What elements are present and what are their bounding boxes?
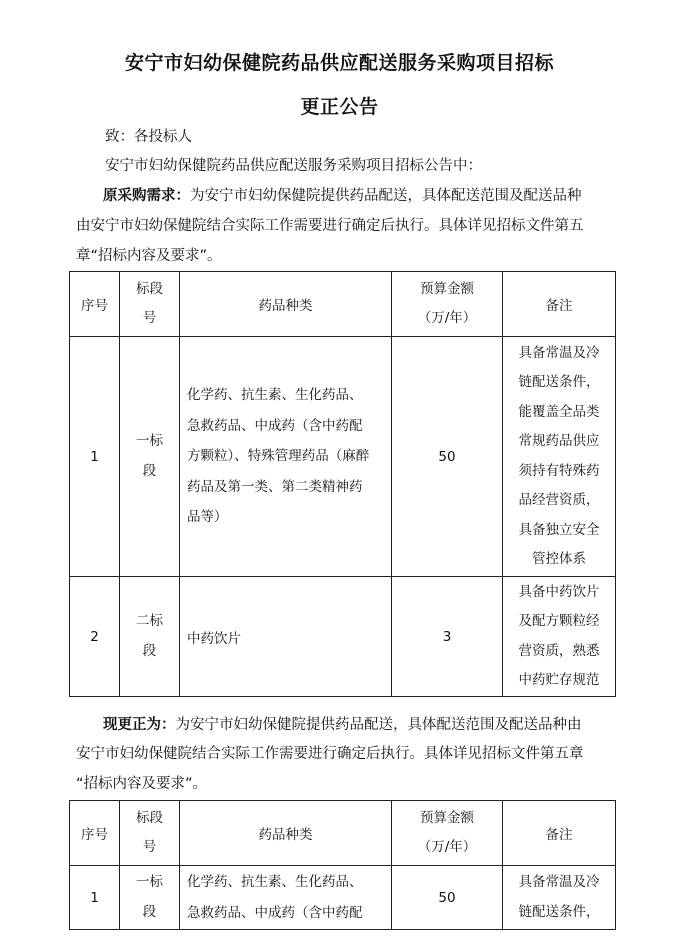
changed-requirement-line1: 现更正为：为安宁市妇幼保健院提供药品配送，具体配送范围及配送品种由 (103, 717, 582, 733)
intro-text: 安宁市妇幼保健院药品供应配送服务采购项目招标公告中： (105, 158, 482, 174)
cell-seq: 1 (70, 866, 120, 930)
cell-type: 中药饮片 (180, 577, 392, 697)
notice-title-line2: 更正公告 (300, 96, 379, 118)
notice-title-line1: 安宁市妇幼保健院药品供应配送服务采购项目招标 (124, 52, 554, 74)
changed-requirement-line2: 安宁市妇幼保健院结合实际工作需要进行确定后执行。具体详见招标文件第五章 (76, 746, 584, 762)
header-type: 药品种类 (180, 272, 392, 337)
original-requirement-line1: 原采购需求：为安宁市妇幼保健院提供药品配送，具体配送范围及配送品种 (103, 188, 582, 204)
header-budget: 预算金额 （万/年） (392, 272, 503, 337)
table-header-row (70, 272, 616, 337)
lot-table-changed (69, 800, 616, 930)
cell-lot: 二标 段 (120, 577, 180, 697)
table-header-row (70, 801, 616, 866)
cell-note: 具备中药饮片 及配方颗粒经 营资质，熟悉 中药贮存规范 (503, 577, 616, 697)
salutation: 致：各投标人 (105, 129, 192, 145)
header-type: 药品种类 (180, 801, 392, 866)
table-row (70, 337, 616, 577)
cell-budget: 3 (392, 577, 503, 697)
header-lot: 标段 号 (120, 801, 180, 866)
table-row (70, 577, 616, 697)
original-requirement-line2: 由安宁市妇幼保健院结合实际工作需要进行确定后执行。具体详见招标文件第五 (76, 218, 584, 234)
header-note: 备注 (503, 801, 616, 866)
header-lot: 标段 号 (120, 272, 180, 337)
cell-budget: 50 (392, 866, 503, 930)
changed-requirement-text1: 为安宁市妇幼保健院提供药品配送，具体配送范围及配送品种由 (175, 717, 582, 733)
cell-budget: 50 (392, 337, 503, 577)
original-requirement-text1: 为安宁市妇幼保健院提供药品配送，具体配送范围及配送品种 (190, 188, 582, 204)
original-requirement-line3: 章“招标内容及要求”。 (76, 248, 222, 264)
header-seq: 序号 (70, 801, 120, 866)
cell-note: 具备常温及冷 链配送条件， 能覆盖全品类 常规药品供应 须持有特殊药 品经营资质， 具备独立安全 管控体系 (503, 337, 616, 577)
cell-note: 具备常温及冷 链配送条件， (503, 866, 616, 930)
cell-type: 化学药、抗生素、生化药品、 急救药品、中成药（含中药配 (180, 866, 392, 930)
original-requirement-label: 原采购需求 (103, 188, 176, 204)
header-seq: 序号 (70, 272, 120, 337)
cell-type: 化学药、抗生素、生化药品、 急救药品、中成药（含中药配 方颗粒）、特殊管理药品（麻醉 药品及第一类、第二类精神药 品等） (180, 337, 392, 577)
header-budget: 预算金额 （万/年） (392, 801, 503, 866)
cell-seq: 1 (70, 337, 120, 577)
changed-requirement-line3: “招标内容及要求”。 (76, 776, 208, 792)
cell-seq: 2 (70, 577, 120, 697)
changed-requirement-label: 现更正为 (103, 717, 161, 733)
cell-lot: 一标 段 (120, 337, 180, 577)
lot-table-original (69, 271, 616, 697)
cell-lot: 一标 段 (120, 866, 180, 930)
table-row (70, 866, 616, 930)
header-note: 备注 (503, 272, 616, 337)
